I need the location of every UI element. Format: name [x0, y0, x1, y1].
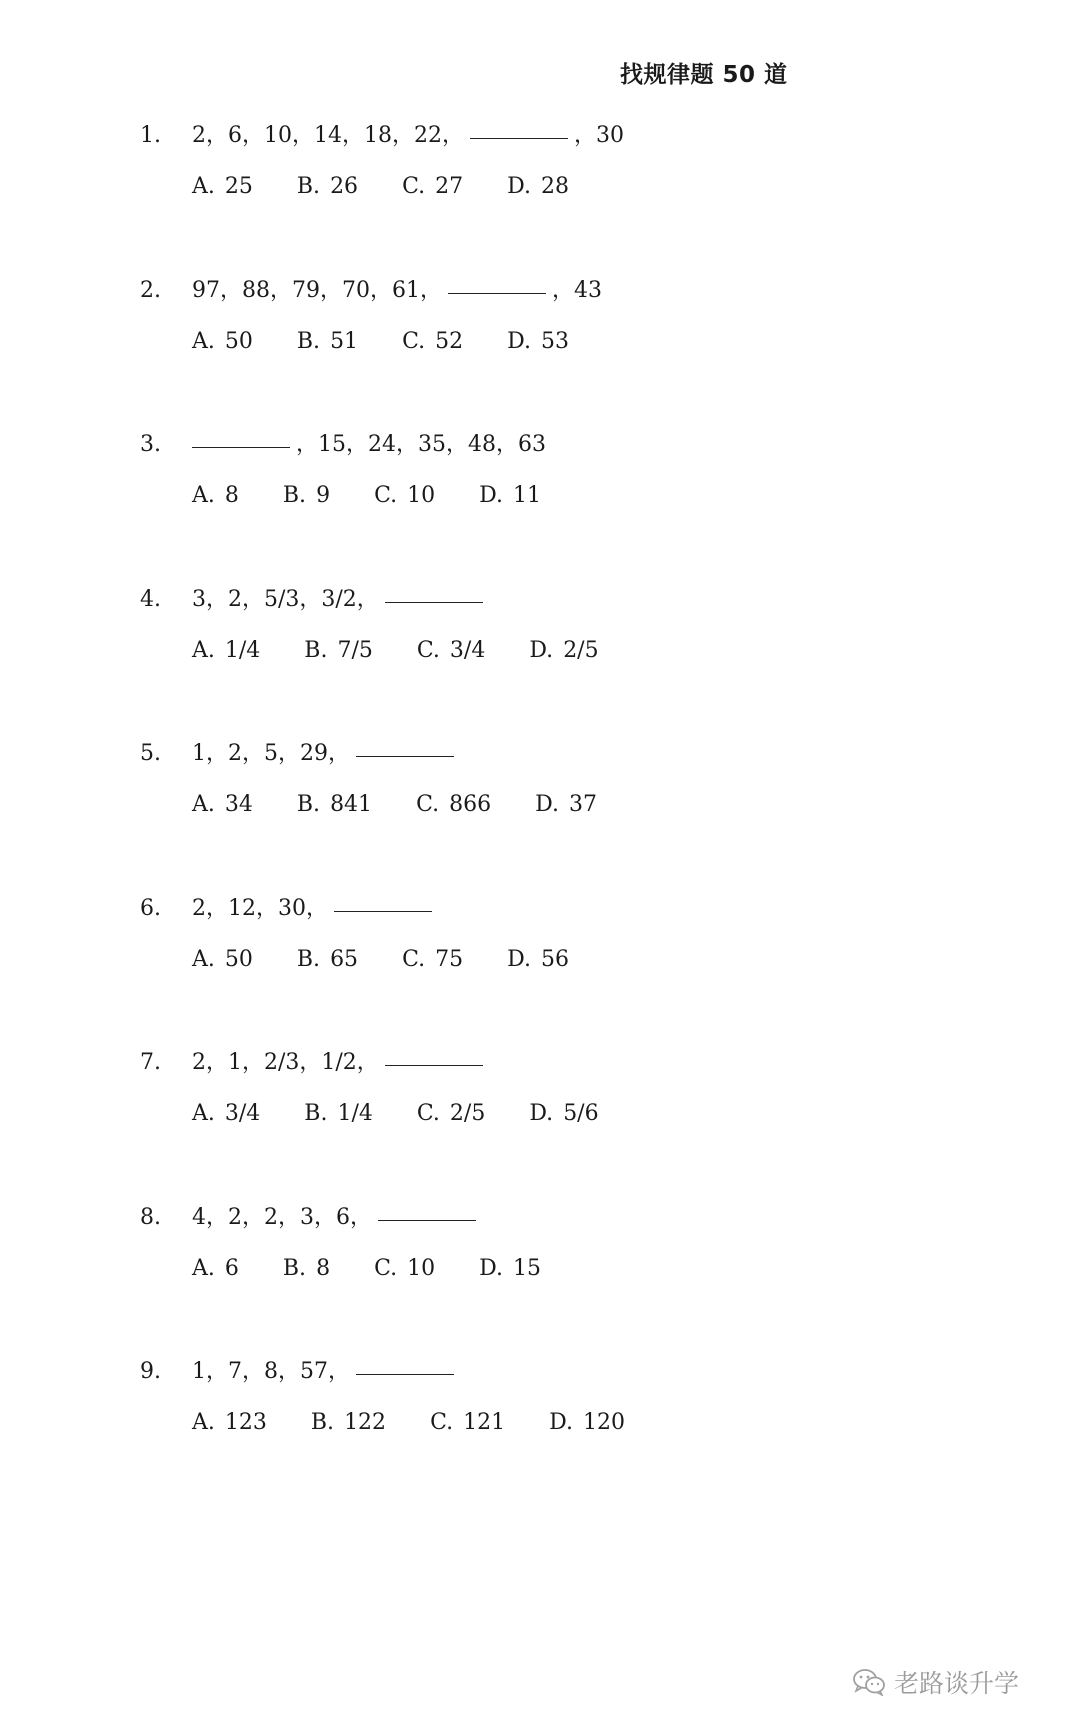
sequence-before-blank: 2，1，2/3，1/2，: [192, 1050, 379, 1075]
question-sequence-line: [140, 891, 438, 922]
question-number: 1.: [140, 123, 161, 148]
question-sequence: [192, 118, 624, 149]
question-number: 9.: [140, 1359, 161, 1384]
option-value: 120: [582, 1410, 625, 1435]
question-number: 4.: [140, 586, 161, 612]
option-value: 25: [224, 174, 253, 199]
option-value: 11: [512, 483, 541, 508]
option-value: 3/4: [449, 637, 486, 663]
option-letter: C.: [416, 792, 440, 817]
question-item: [0, 273, 1080, 393]
answer-option: [529, 1101, 598, 1126]
question-sequence-line: [140, 118, 624, 149]
option-value: 1/4: [224, 637, 261, 663]
answer-blank: [378, 1219, 476, 1221]
option-letter: A.: [192, 946, 215, 972]
answer-option: [192, 792, 253, 817]
option-value: 1/4: [337, 1101, 373, 1126]
option-value: 841: [330, 792, 373, 817]
sequence-before-blank: 97，88，79，70，61，: [192, 277, 442, 303]
answer-option: [311, 1410, 386, 1435]
page-title: 找规律题 50 道: [620, 62, 788, 88]
question-sequence: [192, 273, 602, 304]
answer-option: [507, 329, 569, 354]
option-value: 5/6: [563, 1101, 599, 1126]
question-item: [0, 891, 1080, 1011]
question-item: [0, 736, 1080, 856]
option-letter: B.: [296, 792, 321, 817]
answer-options: [192, 638, 643, 663]
option-letter: C.: [416, 1101, 440, 1126]
option-letter: D.: [529, 637, 554, 663]
question-sequence-line: [140, 427, 546, 458]
sequence-before-blank: 2，6，10，14，18，22，: [192, 123, 464, 148]
watermark-text: 老路谈升学: [894, 1669, 1020, 1698]
option-value: 3/4: [224, 1101, 261, 1126]
option-value: 53: [540, 328, 569, 354]
answer-option: [192, 638, 260, 663]
option-value: 10: [407, 1255, 436, 1281]
answer-option: [192, 1410, 267, 1435]
answer-options: [192, 947, 613, 972]
answer-options: [192, 329, 613, 354]
answer-option: [402, 947, 463, 972]
option-letter: D.: [535, 792, 559, 817]
watermark: [852, 1664, 1019, 1700]
question-sequence: [192, 582, 489, 613]
option-letter: A.: [192, 174, 215, 199]
question-number: 5.: [140, 741, 161, 766]
option-value: 2/5: [449, 1101, 486, 1126]
option-letter: C.: [374, 483, 398, 508]
answer-options: [192, 174, 613, 199]
question-sequence: [192, 1354, 460, 1385]
option-value: 9: [316, 483, 331, 508]
option-value: 866: [449, 792, 492, 817]
answer-option: [192, 174, 253, 199]
option-letter: A.: [192, 328, 215, 354]
option-letter: C.: [402, 328, 426, 354]
question-sequence-line: [140, 1200, 482, 1231]
answer-blank: [334, 910, 432, 912]
option-letter: C.: [374, 1255, 398, 1281]
answer-option: [297, 174, 358, 199]
question-sequence: [192, 427, 546, 458]
answer-blank: [448, 292, 546, 294]
option-letter: A.: [192, 637, 215, 663]
option-value: 8: [316, 1255, 331, 1281]
answer-blank: [470, 137, 568, 139]
answer-option: [402, 174, 463, 199]
answer-option: [304, 1101, 373, 1126]
option-value: 52: [435, 328, 464, 354]
question-sequence-line: [140, 273, 602, 304]
option-letter: D.: [479, 483, 503, 508]
option-value: 6: [224, 1255, 239, 1281]
option-letter: C.: [416, 637, 440, 663]
option-value: 34: [224, 792, 253, 817]
answer-options: [192, 792, 641, 817]
question-sequence: [192, 736, 460, 767]
answer-option: [374, 483, 435, 508]
answer-options: [192, 483, 585, 508]
answer-option: [529, 638, 598, 663]
sequence-before-blank: 1，7，8，57，: [192, 1359, 350, 1384]
question-number: 8.: [140, 1204, 161, 1230]
answer-option: [479, 1256, 541, 1281]
option-letter: B.: [296, 328, 321, 354]
option-letter: D.: [507, 328, 531, 354]
answer-option: [283, 483, 330, 508]
answer-option: [192, 947, 253, 972]
sequence-before-blank: 2，12，30，: [192, 895, 328, 921]
answer-blank: [385, 601, 483, 603]
answer-options: [192, 1410, 669, 1435]
question-item: [0, 427, 1080, 547]
answer-option: [192, 1101, 260, 1126]
option-letter: A.: [192, 1101, 215, 1126]
sequence-before-blank: 4，2，2，3，6，: [192, 1204, 372, 1230]
answer-blank: [356, 755, 454, 757]
question-sequence: [192, 1045, 489, 1076]
sequence-after-blank: ，43: [551, 277, 602, 303]
option-letter: C.: [402, 174, 426, 199]
question-sequence-line: [140, 582, 489, 613]
wechat-icon: [852, 1668, 886, 1696]
question-sequence: [192, 1200, 482, 1231]
answer-option: [507, 174, 569, 199]
option-value: 28: [540, 174, 569, 199]
answer-option: [304, 638, 373, 663]
question-sequence: [192, 891, 438, 922]
sequence-before-blank: 3，2，5/3，3/2，: [192, 586, 379, 612]
answer-option: [297, 329, 358, 354]
question-item: [0, 118, 1080, 238]
answer-option: [374, 1256, 435, 1281]
option-letter: B.: [282, 1255, 307, 1281]
option-letter: B.: [296, 174, 321, 199]
answer-option: [479, 483, 541, 508]
answer-option: [417, 1101, 485, 1126]
answer-option: [417, 638, 485, 663]
sequence-before-blank: 1，2，5，29，: [192, 741, 350, 766]
option-letter: D.: [529, 1101, 554, 1126]
option-value: 8: [224, 483, 239, 508]
option-value: 123: [224, 1410, 267, 1435]
question-item: [0, 1200, 1080, 1320]
option-value: 75: [435, 946, 464, 972]
option-value: 56: [540, 946, 569, 972]
question-sequence-line: [140, 1045, 489, 1076]
answer-blank: [356, 1373, 454, 1375]
option-value: 50: [224, 328, 253, 354]
sequence-after-blank: ，15，24，35，48，63: [296, 432, 546, 457]
question-number: 7.: [140, 1050, 161, 1075]
answer-option: [507, 947, 569, 972]
option-value: 15: [512, 1255, 541, 1281]
option-letter: D.: [549, 1410, 573, 1435]
question-item: [0, 1045, 1080, 1165]
option-value: 37: [568, 792, 597, 817]
answer-option: [549, 1410, 625, 1435]
answer-option: [283, 1256, 330, 1281]
answer-blank: [192, 446, 290, 448]
sequence-after-blank: ，30: [573, 123, 624, 148]
answer-option: [416, 792, 491, 817]
option-value: 65: [330, 946, 359, 972]
question-sequence-line: [140, 736, 460, 767]
option-letter: A.: [192, 792, 215, 817]
question-sequence-line: [140, 1354, 460, 1385]
option-letter: D.: [479, 1255, 503, 1281]
answer-option: [430, 1410, 505, 1435]
option-letter: D.: [507, 174, 531, 199]
option-value: 121: [463, 1410, 506, 1435]
answer-options: [192, 1256, 585, 1281]
question-item: [0, 582, 1080, 702]
answer-option: [192, 483, 239, 508]
option-letter: B.: [304, 637, 328, 663]
option-value: 2/5: [563, 637, 599, 663]
question-number: 3.: [140, 432, 161, 457]
answer-option: [192, 329, 253, 354]
option-letter: C.: [402, 946, 426, 972]
option-letter: C.: [430, 1410, 454, 1435]
answer-option: [192, 1256, 239, 1281]
option-letter: B.: [310, 1410, 335, 1435]
option-value: 10: [407, 483, 436, 508]
option-letter: B.: [282, 483, 307, 508]
option-value: 51: [330, 328, 359, 354]
option-value: 122: [344, 1410, 387, 1435]
answer-option: [297, 947, 358, 972]
question-item: [0, 1354, 1080, 1474]
answer-option: [402, 329, 463, 354]
option-value: 27: [435, 174, 464, 199]
option-letter: A.: [192, 1255, 215, 1281]
option-letter: D.: [507, 946, 531, 972]
option-letter: A.: [192, 1410, 215, 1435]
answer-option: [535, 792, 597, 817]
option-letter: A.: [192, 483, 215, 508]
option-value: 7/5: [337, 637, 373, 663]
question-number: 6.: [140, 895, 161, 921]
question-number: 2.: [140, 277, 161, 303]
option-value: 50: [224, 946, 253, 972]
answer-option: [297, 792, 372, 817]
option-value: 26: [330, 174, 359, 199]
option-letter: B.: [304, 1101, 328, 1126]
option-letter: B.: [296, 946, 321, 972]
answer-blank: [385, 1064, 483, 1066]
answer-options: [192, 1101, 643, 1126]
